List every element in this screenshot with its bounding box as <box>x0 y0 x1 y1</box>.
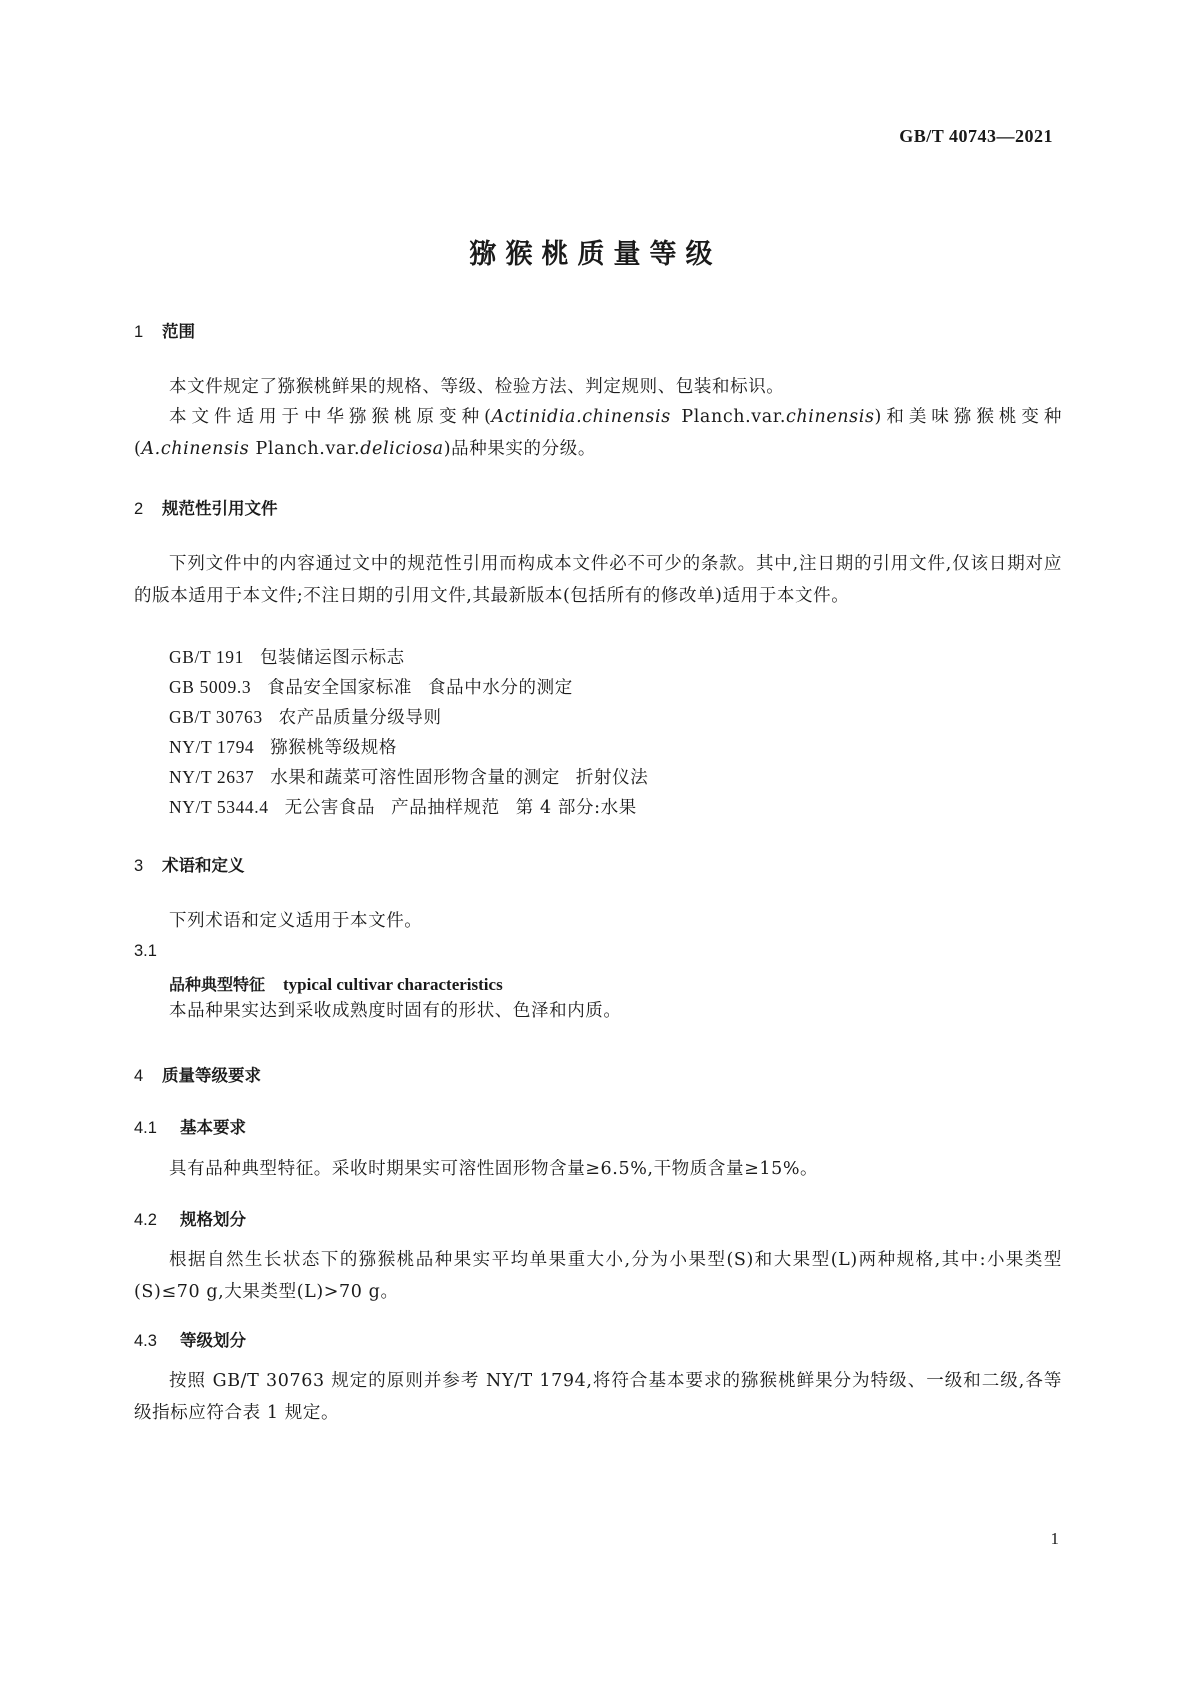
subsection-title: 等级划分 <box>180 1331 246 1350</box>
section-4-heading <box>134 1062 261 1086</box>
reference-item: NY/T 1794 猕猴桃等级规格 <box>169 737 397 758</box>
subsection-number: 4.1 <box>134 1119 157 1137</box>
section-3-heading <box>134 852 245 876</box>
standard-number: GB/T 40743—2021 <box>899 126 1053 146</box>
subsection-4-3-heading <box>134 1327 246 1351</box>
scope-paragraph-2: 本文件适用于中华猕猴桃原变种(Actinidia.chinensis Planch.var.chinensis)和美味猕猴桃变种(A.chinensis Planch.var.deliciosa)品种果实的分级。 <box>134 407 1063 459</box>
subsection-number: 4.3 <box>134 1332 157 1350</box>
subsection-4-1-heading <box>134 1114 246 1138</box>
section-title: 术语和定义 <box>162 856 245 875</box>
section-2-heading <box>134 495 278 519</box>
term-english: typical cultivar characteristics <box>283 975 503 994</box>
subsection-4-2-heading <box>134 1206 246 1230</box>
section-number: 4 <box>134 1067 144 1085</box>
section-title: 范围 <box>162 322 195 341</box>
terms-intro: 下列术语和定义适用于本文件。 <box>169 911 423 931</box>
reference-item: GB 5009.3 食品安全国家标准 食品中水分的测定 <box>169 677 573 698</box>
term-heading <box>169 972 503 995</box>
subsection-title: 基本要求 <box>180 1118 246 1137</box>
basic-requirements-text: 具有品种典型特征。采收时期果实可溶性固形物含量≥6.5%,干物质含量≥15%。 <box>169 1159 819 1179</box>
term-chinese: 品种典型特征 <box>169 975 266 994</box>
term-definition: 本品种果实达到采收成熟度时固有的形状、色泽和内质。 <box>169 1001 622 1021</box>
reference-item: GB/T 191 包装储运图示标志 <box>169 647 405 668</box>
section-title: 质量等级要求 <box>162 1066 261 1085</box>
normative-references-intro: 下列文件中的内容通过文中的规范性引用而构成本文件必不可少的条款。其中,注日期的引用文件,仅该日期对应的版本适用于本文件;不注日期的引用文件,其最新版本(包括所有的修改单)适用于本文件。 <box>134 554 1062 606</box>
subsection-number: 4.2 <box>134 1211 157 1229</box>
scope-paragraph-1: 本文件规定了猕猴桃鲜果的规格、等级、检验方法、判定规则、包装和标识。 <box>169 377 785 397</box>
document-title: 猕猴桃质量等级 <box>469 239 722 270</box>
reference-item: NY/T 2637 水果和蔬菜可溶性固形物含量的测定 折射仪法 <box>169 767 649 788</box>
section-number: 2 <box>134 500 144 518</box>
reference-item: NY/T 5344.4 无公害食品 产品抽样规范 第 4 部分:水果 <box>169 797 637 818</box>
section-1-heading <box>134 318 195 342</box>
subsection-title: 规格划分 <box>180 1210 246 1229</box>
section-title: 规范性引用文件 <box>162 499 278 518</box>
page-number: 1 <box>1050 1529 1059 1548</box>
section-number: 3 <box>134 857 144 875</box>
reference-item: GB/T 30763 农产品质量分级导则 <box>169 707 442 728</box>
size-classification-text: 根据自然生长状态下的猕猴桃品种果实平均单果重大小,分为小果型(S)和大果型(L)两种规格,其中:小果类型(S)≤70 g,大果类型(L)>70 g。 <box>134 1250 1062 1302</box>
term-number: 3.1 <box>134 942 157 960</box>
section-number: 1 <box>134 323 144 341</box>
grade-classification-text: 按照 GB/T 30763 规定的原则并参考 NY/T 1794,将符合基本要求的猕猴桃鲜果分为特级、一级和二级,各等级指标应符合表 1 规定。 <box>134 1371 1062 1423</box>
